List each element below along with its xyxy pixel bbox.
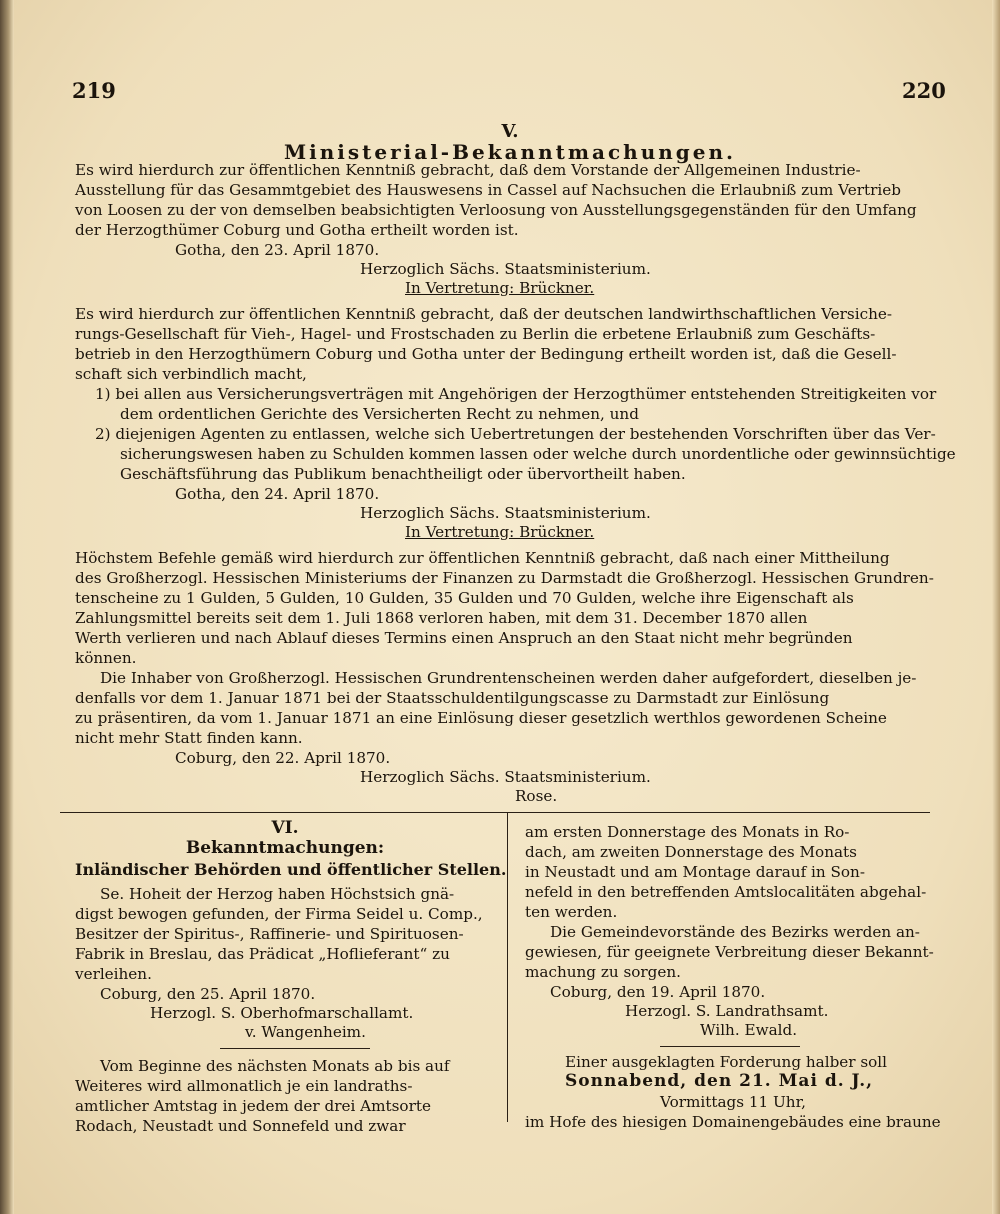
section-v-numeral: V. [501,121,519,142]
right1-line: dach, am zweiten Donnerstage des Monats [525,843,857,861]
left1-signature: v. Wangenheim. [245,1023,366,1041]
notice1-line: von Loosen zu der von demselben beabsichtigten Verloosung von Ausstellungsgegenständen für den Umfang [75,201,917,219]
section-vi-subheading: Inländischer Behörden und öffentlicher Stellen. [75,860,507,879]
notice2-line: rungs-Gesellschaft für Vieh-, Hagel- und Frostschaden zu Berlin die erbetene Erlaubniß zum Geschäfts- [75,325,876,343]
notice3-signature: Rose. [515,787,558,805]
notice3-line: des Großherzogl. Hessischen Ministeriums der Finanzen zu Darmstadt die Großherzogl. Hessischen Grundren- [75,569,934,587]
left1-line: verleihen. [75,965,152,983]
page-edge [992,0,1000,1214]
notice1-line: Es wird hierdurch zur öffentlichen Kenntniß gebracht, daß dem Vorstande der Allgemeinen Industrie- [75,161,861,179]
notice3-line: zu präsentiren, da vom 1. Januar 1871 an eine Einlösung dieser gesetzlich werthlos gewordenen Scheine [75,709,887,727]
page-number-right: 220 [902,78,946,103]
section-vi-heading: Bekanntmachungen: [185,838,385,858]
notice2-line: dem ordentlichen Gerichte des Versicherten Recht zu nehmen, und [120,405,639,423]
notice2-line: 2) diejenigen Agenten zu entlassen, welche sich Uebertretungen der bestehenden Vorschriften über das Ver- [95,425,936,443]
column-divider [507,812,508,1122]
notice3-line: Höchstem Befehle gemäß wird hierdurch zur öffentlichen Kenntniß gebracht, daß nach einer Mittheilung [75,549,890,567]
left1-line: Fabrik in Breslau, das Prädicat „Hoflieferant“ zu [75,945,450,963]
left1-date: Coburg, den 25. April 1870. [100,985,316,1003]
notice3-line: tenscheine zu 1 Gulden, 5 Gulden, 10 Gulden, 35 Gulden und 70 Gulden, welche ihre Eigenschaft als [75,589,854,607]
left1-line: digst bewogen gefunden, der Firma Seidel u. Comp., [75,905,483,923]
notice3-line: Die Inhaber von Großherzogl. Hessischen Grundrentenscheinen werden daher aufgefordert, dieselben je- [100,669,917,687]
right2-line: im Hofe des hiesigen Domainengebäudes eine braune [525,1113,941,1131]
notice2-line: betrieb in den Herzogthümern Coburg und Gotha unter der Bedingung ertheilt worden ist, daß die Gesell- [75,345,897,363]
right1-line: in Neustadt und am Montage darauf in Son- [525,863,865,881]
book-spine-shadow [0,0,14,1214]
left2-line: Rodach, Neustadt und Sonnefeld und zwar [75,1117,406,1135]
notice2-line: sicherungswesen haben zu Schulden kommen lassen oder welche durch unordentliche oder gewinnsüchtige [120,445,956,463]
right1-date: Coburg, den 19. April 1870. [550,983,766,1001]
notice1-authority: Herzoglich Sächs. Staatsministerium. [360,260,651,278]
notice3-line: nicht mehr Statt finden kann. [75,729,303,747]
right1-signature: Wilh. Ewald. [700,1021,798,1039]
notice3-authority: Herzoglich Sächs. Staatsministerium. [360,768,651,786]
notice2-signature: In Vertretung: Brückner. [405,523,595,541]
notice2-line: Es wird hierdurch zur öffentlichen Kenntniß gebracht, daß der deutschen landwirthschaftlichen Versiche- [75,305,892,323]
right2-auction-date: Sonnabend, den 21. Mai d. J., [565,1071,874,1091]
notice3-line: können. [75,649,137,667]
left1-authority: Herzogl. S. Oberhofmarschallamt. [150,1004,414,1022]
section-divider [60,812,930,813]
page-number-left: 219 [72,78,116,103]
notice2-line: Geschäftsführung das Publikum benachtheiligt oder übervortheilt haben. [120,465,686,483]
notice2-date: Gotha, den 24. April 1870. [175,485,380,503]
notice3-date: Coburg, den 22. April 1870. [175,749,391,767]
right1-line: gewiesen, für geeignete Verbreitung dieser Bekannt- [525,943,934,961]
left2-line: amtlicher Amtstag in jedem der drei Amtsorte [75,1097,431,1115]
right1-line: am ersten Donnerstage des Monats in Ro- [525,823,850,841]
left2-line: Weiteres wird allmonatlich je ein landraths- [75,1077,413,1095]
short-divider [660,1046,800,1047]
right2-line: Einer ausgeklagten Forderung halber soll [565,1053,888,1071]
notice1-date: Gotha, den 23. April 1870. [175,241,380,259]
notice1-signature: In Vertretung: Brückner. [405,279,595,297]
right2-line: Vormittags 11 Uhr, [660,1093,806,1111]
notice3-line: denfalls vor dem 1. Januar 1871 bei der Staatsschuldentilgungscasse zu Darmstadt zur Einlösung [75,689,830,707]
section-vi-numeral: VI. [271,818,299,838]
notice2-authority: Herzoglich Sächs. Staatsministerium. [360,504,651,522]
right1-line: Die Gemeindevorstände des Bezirks werden an- [550,923,920,941]
notice1-line: Ausstellung für das Gesammtgebiet des Hauswesens in Cassel auf Nachsuchen die Erlaubniß zum Vertrieb [75,181,901,199]
notice1-line: der Herzogthümer Coburg und Gotha ertheilt worden ist. [75,221,519,239]
notice3-line: Werth verlieren und nach Ablauf dieses Termins einen Anspruch an den Staat nicht mehr begründen [75,629,853,647]
section-v-heading: Ministerial-Bekanntmachungen. [284,140,736,164]
notice2-line: 1) bei allen aus Versicherungsverträgen mit Angehörigen der Herzogthümer entstehenden Streitigkeiten vor [95,385,937,403]
left1-line: Besitzer der Spiritus-, Raffinerie- und Spirituosen- [75,925,464,943]
notice3-line: Zahlungsmittel bereits seit dem 1. Juli 1868 verloren haben, mit dem 31. December 1870 allen [75,609,808,627]
left2-line: Vom Beginne des nächsten Monats ab bis auf [100,1057,450,1075]
notice2-line: schaft sich verbindlich macht, [75,365,307,383]
right1-line: ten werden. [525,903,618,921]
right1-authority: Herzogl. S. Landrathsamt. [625,1002,829,1020]
short-divider [220,1048,370,1049]
left1-line: Se. Hoheit der Herzog haben Höchstsich gnä- [100,885,455,903]
right1-line: nefeld in den betreffenden Amtslocalitäten abgehal- [525,883,927,901]
right1-line: machung zu sorgen. [525,963,681,981]
